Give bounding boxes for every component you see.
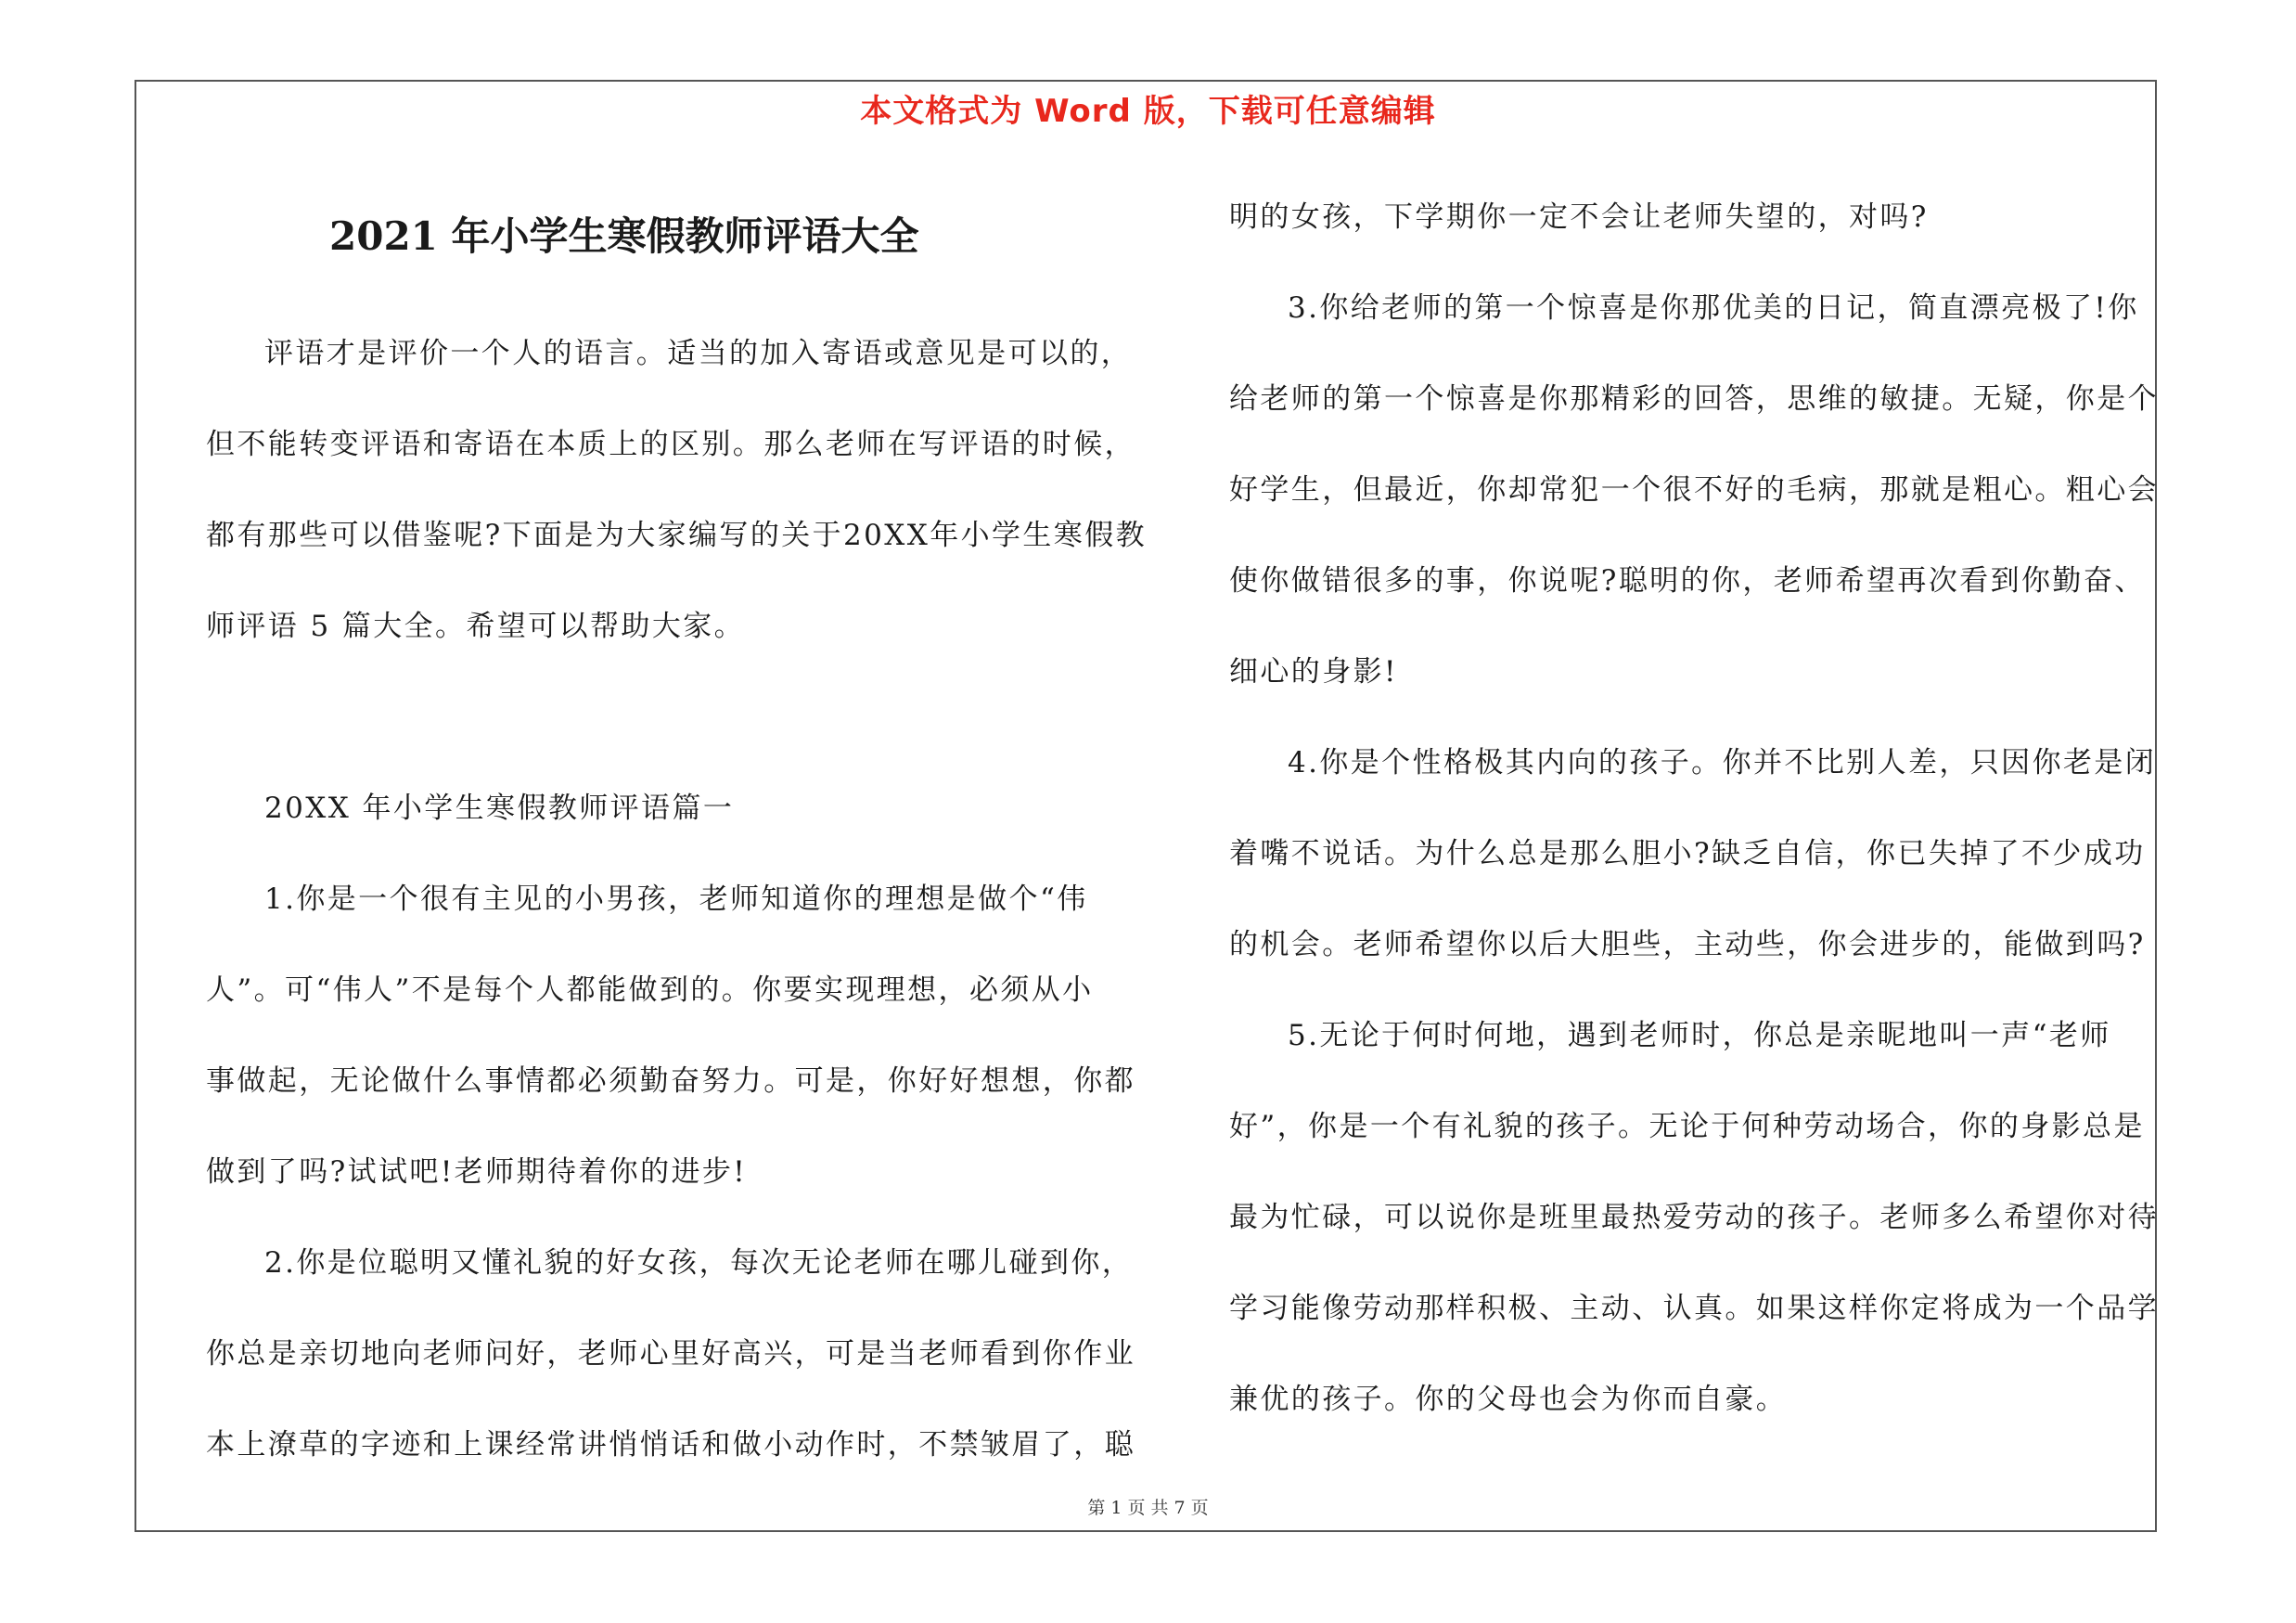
paragraph-line: 做到了吗?试试吧!老师期待着你的进步! [206, 1155, 748, 1189]
paragraph-line: 5.无论于何时何地，遇到老师时，你总是亲昵地叫一声“老师 [1288, 1019, 2111, 1052]
document-title: 2021 年小学生寒假教师评语大全 [329, 213, 919, 259]
paragraph-line: 细心的身影! [1229, 655, 1398, 689]
paragraph-line: 事做起，无论做什么事情都必须勤奋努力。可是，你好好想想，你都 [206, 1064, 1135, 1098]
paragraph-line: 你总是亲切地向老师问好，老师心里好高兴，可是当老师看到你作业 [206, 1337, 1135, 1371]
page-number-footer: 第 1 页 共 7 页 [1087, 1498, 1209, 1518]
format-notice-banner: 本文格式为 Word 版，下载可任意编辑 [860, 93, 1436, 130]
paragraph-line: 但不能转变评语和寄语在本质上的区别。那么老师在写评语的时候， [206, 428, 1135, 461]
paragraph-line: 学习能像劳动那样积极、主动、认真。如果这样你定将成为一个品学 [1229, 1292, 2159, 1325]
paragraph-line: 最为忙碌，可以说你是班里最热爱劳动的孩子。老师多么希望你对待 [1229, 1201, 2159, 1234]
paragraph-line: 兼优的孩子。你的父母也会为你而自豪。 [1229, 1383, 1788, 1416]
paragraph-line: 好学生，但最近，你却常犯一个很不好的毛病，那就是粗心。粗心会 [1229, 473, 2159, 507]
paragraph-line: 好”，你是一个有礼貌的孩子。无论于何种劳动场合，你的身影总是 [1229, 1110, 2145, 1143]
paragraph-line: 师评语 5 篇大全。希望可以帮助大家。 [206, 610, 746, 643]
paragraph-line: 人”。可“伟人”不是每个人都能做到的。你要实现理想，必须从小 [206, 973, 1094, 1007]
paragraph-line: 评语才是评价一个人的语言。适当的加入寄语或意见是可以的， [264, 337, 1133, 370]
paragraph-line: 着嘴不说话。为什么总是那么胆小?缺乏自信，你已失掉了不少成功 [1229, 837, 2146, 870]
paragraph-line: 的机会。老师希望你以后大胆些，主动些，你会进步的，能做到吗? [1229, 928, 2146, 961]
paragraph-line: 给老师的第一个惊喜是你那精彩的回答，思维的敏捷。无疑，你是个 [1229, 382, 2159, 416]
section-heading: 20XX 年小学生寒假教师评语篇一 [264, 792, 735, 825]
paragraph-line: 1.你是一个很有主见的小男孩，老师知道你的理想是做个“伟 [264, 882, 1088, 916]
paragraph-line: 使你做错很多的事，你说呢?聪明的你，老师希望再次看到你勤奋、 [1229, 564, 2146, 598]
paragraph-line: 明的女孩，下学期你一定不会让老师失望的，对吗? [1229, 200, 1929, 234]
paragraph-line: 4.你是个性格极其内向的孩子。你并不比别人差，只因你老是闭 [1288, 746, 2157, 779]
paragraph-line: 2.你是位聪明又懂礼貌的好女孩，每次无论老师在哪儿碰到你， [264, 1246, 1134, 1280]
paragraph-line: 都有那些可以借鉴呢?下面是为大家编写的关于20XX年小学生寒假教 [206, 519, 1148, 552]
paragraph-line: 3.你给老师的第一个惊喜是你那优美的日记，简直漂亮极了!你 [1288, 291, 2139, 325]
paragraph-line: 本上潦草的字迹和上课经常讲悄悄话和做小动作时，不禁皱眉了，聪 [206, 1428, 1135, 1462]
